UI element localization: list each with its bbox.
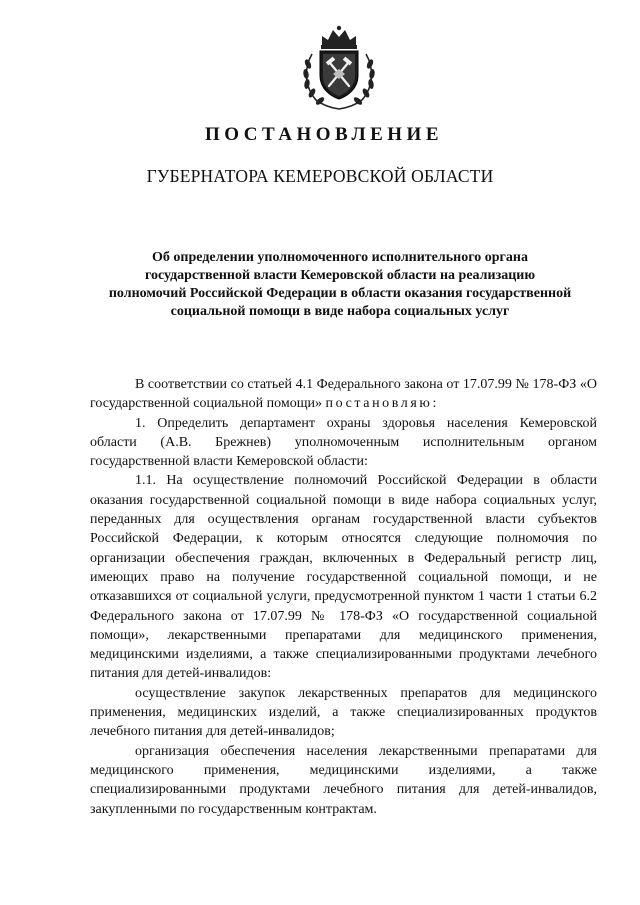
resolution-word: постановляю: bbox=[325, 396, 439, 412]
clause-1-paragraph: 1. Определить департамент охраны здоровья населения Кемеровской области (А.В. Брежнев) уполномоченным исполнительным органом государственной власти Кемеровской области: bbox=[90, 415, 597, 470]
document-body bbox=[90, 375, 597, 819]
document-issuer: ГУБЕРНАТОРА КЕМЕРОВСКОЙ ОБЛАСТИ bbox=[146, 166, 494, 186]
document-type: ПОСТАНОВЛЕНИЕ bbox=[204, 124, 444, 145]
title-line: полномочий Российской Федерации в области оказания государственной bbox=[108, 286, 572, 301]
preamble-paragraph bbox=[90, 375, 597, 414]
preamble-text: В соответствии со статьей 4.1 Федерального закона от 17.07.99 № 178-ФЗ «О государственной социальной помощи» bbox=[90, 377, 597, 412]
clause-1-1-paragraph: 1.1. На осуществление полномочий Российской Федерации в области оказания государственной социальной помощи в виде набора социальных услуг, переданных для осуществления органам государственной власти субъектов Российской Федерации, к которым относятся следующие полномочия по организации обеспечения граждан, включенных в Федеральный регистр лиц, имеющих право на получение государственной социальной помощи, и не отказавшихся от социальной услуги, предусмотренной пунктом 1 части 1 статьи 6.2 Федерального закона от 17.07.99 № 178-ФЗ «О государственной социальной помощи», лекарственными препаратами для медицинского применения, медицинскими изделиями, а также специализированными продуктами лечебного питания для детей-инвалидов: bbox=[90, 473, 597, 682]
title-line: государственной власти Кемеровской области на реализацию bbox=[144, 268, 536, 283]
kemerovo-coat-of-arms-icon bbox=[298, 24, 380, 110]
title-line: Об определении уполномоченного исполнительного органа bbox=[152, 250, 528, 265]
document-title bbox=[86, 249, 594, 321]
procurement-paragraph: осуществление закупок лекарственных препаратов для медицинского применения, медицинских изделий, а также специализированных продуктов лечебного питания для детей-инвалидов; bbox=[90, 685, 597, 740]
title-line: социальной помощи в виде набора социальных услуг bbox=[170, 304, 510, 319]
provision-paragraph: организация обеспечения населения лекарственными препаратами для медицинского применения, медицинскими изделиями, а также специализированными продуктами лечебного питания для детей-инвалидов, закупленными по государственным контрактам. bbox=[90, 743, 597, 817]
